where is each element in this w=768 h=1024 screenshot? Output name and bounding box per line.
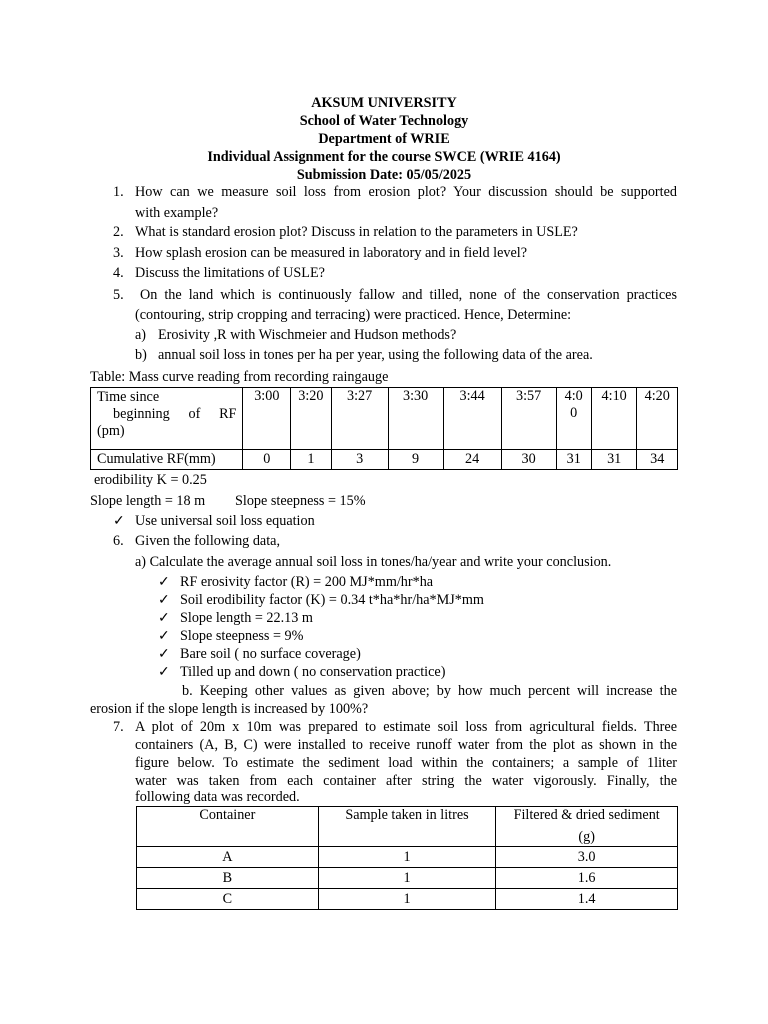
check-icon: ✓	[158, 628, 170, 644]
q4-number: 4.	[113, 265, 124, 281]
q5-number: 5.	[113, 287, 124, 303]
time-cell-part1: 4:0	[564, 388, 583, 404]
time-cell: 3:27	[331, 388, 388, 450]
check-icon: ✓	[158, 610, 170, 626]
rf-value-cell: 24	[443, 450, 501, 470]
q5b-label: b)	[135, 347, 147, 363]
time-header-word-of: of	[188, 406, 201, 422]
sediment-header-line1: Filtered & dried sediment	[513, 807, 660, 823]
rf-value-cell: 1	[291, 450, 331, 470]
sample-cell: 1	[318, 889, 496, 910]
q2-text: What is standard erosion plot? Discuss in relation to the parameters in USLE?	[135, 224, 578, 240]
time-cell: 4:20	[637, 388, 678, 450]
time-header-line1: Time since	[97, 389, 160, 405]
q6-item: Soil erodibility factor (K) = 0.34 t*ha*hr/ha*MJ*mm	[180, 592, 484, 608]
q6-item: RF erosivity factor (R) = 200 MJ*mm/hr*ha	[180, 574, 434, 590]
table1-caption: Table: Mass curve reading from recording raingauge	[90, 369, 389, 385]
q1-number: 1.	[113, 184, 124, 200]
table-row	[137, 847, 678, 868]
rf-value-cell: 31	[591, 450, 637, 470]
q7-text-line4: water was taken from each container after string the water vigorously. Finally, the	[135, 773, 677, 789]
assignment-title: Individual Assignment for the course SWCE (WRIE 4164)	[207, 149, 561, 165]
slope-length-line: Slope length = 18 m	[90, 493, 206, 509]
container-cell: B	[137, 868, 319, 889]
rainfall-table	[90, 387, 678, 470]
check-icon: ✓	[158, 664, 170, 680]
q6-item: Slope steepness = 9%	[180, 628, 304, 644]
time-cell: 3:44	[443, 388, 501, 450]
sample-cell: 1	[318, 868, 496, 889]
sediment-cell: 1.6	[496, 868, 678, 889]
time-header-word-beginning: beginning	[113, 406, 170, 422]
q6-number: 6.	[113, 533, 124, 549]
time-cell: 4:10	[591, 388, 637, 450]
q1-text-line1: How can we measure soil loss from erosion plot? Your discussion should be supported	[135, 184, 677, 200]
time-cell: 3:30	[388, 388, 443, 450]
erodibility-line: erodibility K = 0.25	[94, 472, 207, 488]
q5b-text: annual soil loss in tones per ha per year, using the following data of the area.	[158, 347, 593, 363]
submission-date: Submission Date: 05/05/2025	[296, 167, 472, 183]
rf-value-cell: 0	[243, 450, 291, 470]
slope-steepness-line: Slope steepness = 15%	[235, 493, 366, 509]
q2-number: 2.	[113, 224, 124, 240]
q7-number: 7.	[113, 719, 124, 735]
q7-text-line2: containers (A, B, C) were installed to receive runoff water from the plot as shown in the	[135, 737, 677, 753]
q6-item: Tilled up and down ( no conservation practice)	[180, 664, 446, 680]
container-header: Container	[137, 807, 319, 847]
q6-item: Bare soil ( no surface coverage)	[180, 646, 361, 662]
time-cell: 3:20	[291, 388, 331, 450]
time-cell: 3:00	[243, 388, 291, 450]
container-cell: A	[137, 847, 319, 868]
cumulative-row	[91, 450, 678, 470]
q6b-text-line2: erosion if the slope length is increased by 100%?	[90, 701, 369, 717]
sediment-header-line2: (g)	[578, 829, 595, 845]
cumulative-header-cell: Cumulative RF(mm)	[91, 450, 243, 470]
rf-value-cell: 30	[501, 450, 556, 470]
sample-header: Sample taken in litres	[318, 807, 496, 847]
q7-text-line5: following data was recorded.	[135, 789, 300, 805]
q6-text: Given the following data,	[135, 533, 280, 549]
sediment-cell: 1.4	[496, 889, 678, 910]
sample-cell: 1	[318, 847, 496, 868]
time-header-cell	[91, 388, 243, 450]
time-header-line3: (pm)	[97, 423, 125, 439]
time-cell: 3:57	[501, 388, 556, 450]
table-row	[137, 868, 678, 889]
time-header-line2	[97, 406, 242, 423]
q5a-text: Erosivity ,R with Wischmeier and Hudson methods?	[158, 327, 457, 343]
sediment-table	[136, 806, 678, 910]
check-icon: ✓	[158, 646, 170, 662]
department-title: Department of WRIE	[318, 131, 450, 147]
rf-value-cell: 34	[637, 450, 678, 470]
rf-value-cell: 31	[556, 450, 591, 470]
table-row	[137, 889, 678, 910]
time-cell-part2: 0	[570, 405, 578, 421]
q7-text-line3: figure below. To estimate the sediment load within the containers; a sample of 1liter	[135, 755, 677, 771]
q5-text-line2: (contouring, strip cropping and terracing) were practiced. Hence, Determine:	[135, 307, 572, 323]
q4-text: Discuss the limitations of USLE?	[135, 265, 325, 281]
q5a-label: a)	[135, 327, 147, 343]
time-row	[91, 388, 678, 450]
q6b-text-line1: b. Keeping other values as given above; by how much percent will increase the	[182, 683, 677, 699]
time-cell-wrapped	[556, 388, 591, 450]
check-icon: ✓	[113, 513, 125, 529]
sediment-header-row	[137, 807, 678, 847]
q6a-text: a) Calculate the average annual soil loss in tones/ha/year and write your conclusion.	[135, 554, 612, 570]
university-title: AKSUM UNIVERSITY	[311, 95, 457, 111]
rf-value-cell: 3	[331, 450, 388, 470]
rf-value-cell: 9	[388, 450, 443, 470]
check-icon: ✓	[158, 574, 170, 590]
q3-text: How splash erosion can be measured in laboratory and in field level?	[135, 245, 527, 261]
sediment-cell: 3.0	[496, 847, 678, 868]
time-header-word-rf: RF	[219, 406, 237, 422]
q6-item: Slope length = 22.13 m	[180, 610, 313, 626]
use-usle-text: Use universal soil loss equation	[135, 513, 315, 529]
q3-number: 3.	[113, 245, 124, 261]
container-cell: C	[137, 889, 319, 910]
check-icon: ✓	[158, 592, 170, 608]
q5-text-line1: On the land which is continuously fallow and tilled, none of the conservation practices	[140, 287, 677, 303]
school-title: School of Water Technology	[299, 113, 469, 129]
sediment-header	[496, 807, 678, 847]
q7-text-line1: A plot of 20m x 10m was prepared to estimate soil loss from agricultural fields. Three	[135, 719, 677, 735]
q1-text-line2: with example?	[135, 205, 219, 221]
